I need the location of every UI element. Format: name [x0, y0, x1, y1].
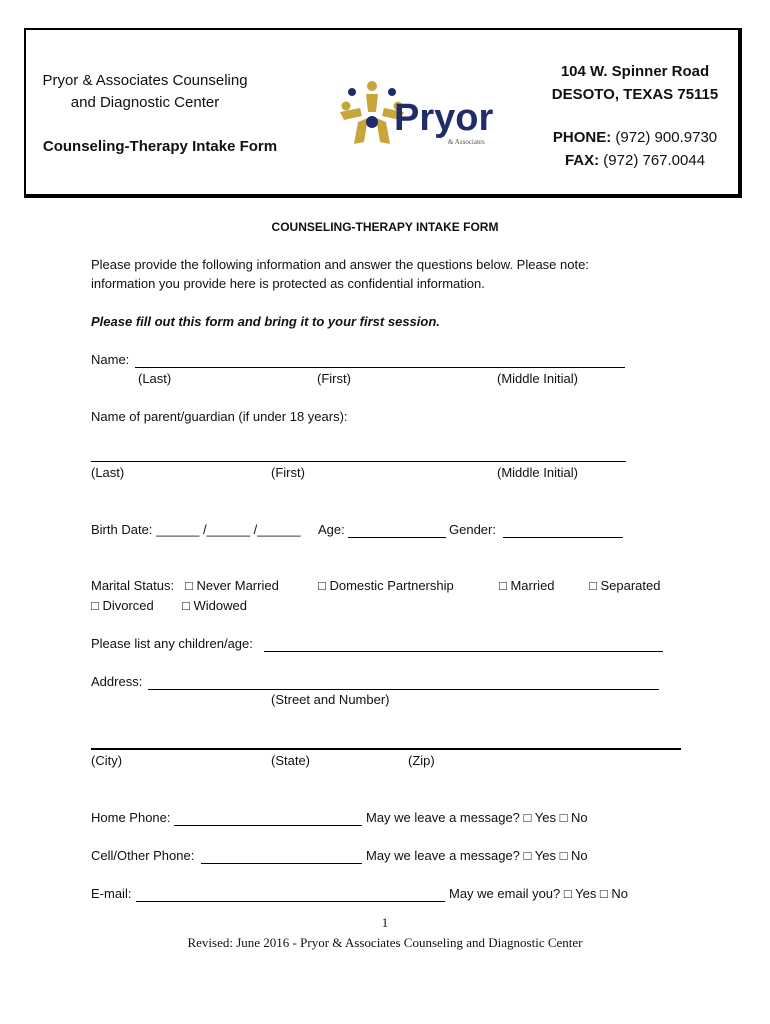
- address-line-1: 104 W. Spinner Road: [560, 63, 710, 80]
- children-label: Please list any children/age:: [91, 636, 253, 651]
- email-field[interactable]: [136, 901, 445, 902]
- name-label: Name:: [91, 352, 130, 367]
- org-line-1: Pryor & Associates Counseling: [42, 72, 248, 89]
- home-phone-label: Home Phone:: [91, 810, 171, 825]
- header-form-name: Counseling-Therapy Intake Form: [42, 138, 278, 155]
- organization-name: [30, 70, 260, 114]
- gender-field[interactable]: [503, 537, 623, 538]
- name-last-caption: (Last): [138, 371, 172, 386]
- state-caption: (State): [271, 753, 311, 768]
- address-label: Address:: [91, 674, 143, 689]
- name-field[interactable]: [135, 367, 625, 368]
- zip-caption: (Zip): [408, 753, 435, 768]
- name-middle-caption: (Middle Initial): [497, 371, 578, 386]
- org-line-2: and Diagnostic Center: [70, 94, 220, 111]
- page-number: 1: [381, 915, 389, 930]
- guardian-last-caption: (Last): [91, 465, 125, 480]
- phone-label: PHONE:: [552, 129, 612, 146]
- divorced-checkbox[interactable]: □ Divorced: [91, 598, 154, 613]
- street-field[interactable]: [148, 689, 659, 690]
- pryor-logo-icon: [336, 78, 506, 152]
- guardian-first-caption: (First): [271, 465, 305, 480]
- gender-label: Gender:: [449, 522, 496, 537]
- separated-checkbox[interactable]: □ Separated: [589, 578, 661, 593]
- age-field[interactable]: [348, 537, 446, 538]
- guardian-middle-caption: (Middle Initial): [497, 465, 578, 480]
- birth-date-field[interactable]: Birth Date: ______ /______ /______: [91, 522, 301, 537]
- cell-phone-label: Cell/Other Phone:: [91, 848, 195, 863]
- email-label: E-mail:: [91, 886, 132, 901]
- intro-line-1: Please provide the following information and answer the questions below. Please note:: [91, 257, 589, 272]
- phone-value: (972) 900.9730: [615, 129, 718, 146]
- cell-message-question[interactable]: May we leave a message? □ Yes □ No: [366, 848, 588, 863]
- contact-block: [535, 126, 735, 172]
- widowed-checkbox[interactable]: □ Widowed: [182, 598, 247, 613]
- instruction-text: Please fill out this form and bring it to your first session.: [91, 314, 440, 329]
- home-phone-field[interactable]: [174, 825, 362, 826]
- logo-sub: & Associates: [448, 138, 485, 146]
- guardian-label: Name of parent/guardian (if under 18 years):: [91, 409, 348, 424]
- city-caption: (City): [91, 753, 123, 768]
- never-married-checkbox[interactable]: □ Never Married: [185, 578, 279, 593]
- cell-phone-field[interactable]: [201, 863, 362, 864]
- home-message-question[interactable]: May we leave a message? □ Yes □ No: [366, 810, 588, 825]
- form-title: COUNSELING-THERAPY INTAKE FORM: [271, 220, 499, 234]
- address-line-2: DESOTO, TEXAS 75115: [551, 86, 719, 103]
- children-field[interactable]: [264, 651, 663, 652]
- fax-value: (972) 767.0044: [603, 152, 706, 169]
- revision-note: Revised: June 2016 - Pryor & Associates Counseling and Diagnostic Center: [187, 935, 583, 950]
- guardian-field[interactable]: [91, 461, 626, 462]
- age-label: Age:: [318, 522, 345, 537]
- address-block: [535, 60, 735, 106]
- fax-label: FAX:: [564, 152, 600, 169]
- street-caption: (Street and Number): [271, 692, 390, 707]
- email-question[interactable]: May we email you? □ Yes □ No: [449, 886, 629, 901]
- name-first-caption: (First): [317, 371, 351, 386]
- logo-word: Pryor: [394, 97, 494, 139]
- marital-label: Marital Status:: [91, 578, 175, 593]
- intro-line-2: information you provide here is protected as confidential information.: [91, 276, 485, 291]
- married-checkbox[interactable]: □ Married: [499, 578, 555, 593]
- city-state-zip-field[interactable]: [91, 748, 681, 750]
- domestic-partnership-checkbox[interactable]: □ Domestic Partnership: [318, 578, 454, 593]
